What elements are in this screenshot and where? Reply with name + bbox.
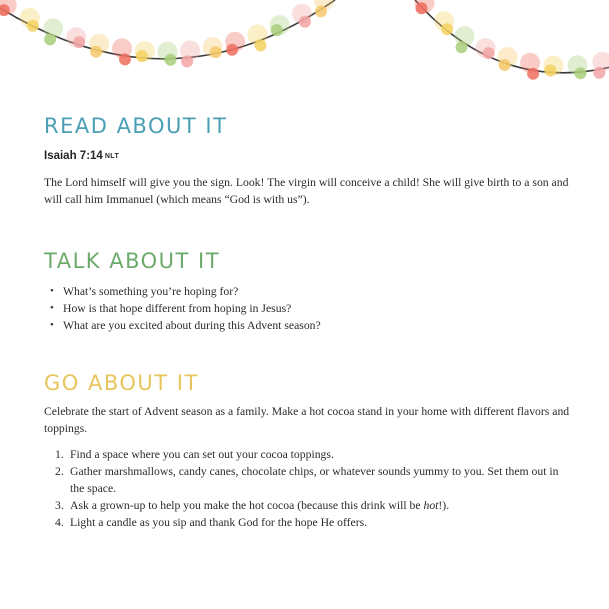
light-bulb-icon bbox=[568, 55, 588, 79]
activity-step bbox=[44, 497, 559, 514]
read-about-it-heading: READ ABOUT IT bbox=[44, 114, 228, 138]
step-emphasis: hot bbox=[423, 499, 439, 512]
activity-step bbox=[44, 446, 559, 463]
light-bulb-icon bbox=[158, 42, 178, 66]
discussion-question: • What’s something you’re hoping for? bbox=[44, 283, 564, 300]
activity-intro: Celebrate the start of Advent season as a family. Make a hot cocoa stand in your home with different flavors and toppings. bbox=[44, 405, 570, 435]
bible-version: NLT bbox=[104, 153, 120, 160]
light-bulb-icon bbox=[434, 11, 454, 35]
light-bulb-icon bbox=[476, 38, 496, 59]
discussion-questions bbox=[44, 283, 564, 334]
step-number: 2. bbox=[55, 465, 64, 478]
light-bulb-icon bbox=[0, 0, 17, 16]
go-about-it-heading: GO ABOUT IT bbox=[44, 371, 199, 395]
light-bulb-icon bbox=[248, 24, 268, 51]
light-bulb-icon bbox=[314, 0, 334, 17]
string-lights-decoration bbox=[0, 0, 609, 95]
activity-step bbox=[44, 463, 559, 497]
step-text: Gather marshmallows, candy canes, chocolate chips, or whatever sounds yummy to you. Set them out in the space. bbox=[70, 465, 559, 495]
scripture-verse: The Lord himself will give you the sign. Look! The virgin will conceive a child! She will give birth to a son and will call him Immanuel (which means “God is with us”). bbox=[44, 176, 569, 206]
light-bulb-icon bbox=[112, 38, 132, 65]
light-bulb-icon bbox=[455, 26, 475, 53]
light-bulb-icon bbox=[415, 0, 435, 14]
step-text: Ask a grown-up to help you make the hot cocoa (because this drink will be bbox=[70, 499, 424, 512]
step-text: Light a candle as you sip and thank God for the hope He offers. bbox=[70, 516, 368, 529]
activity-steps bbox=[44, 446, 559, 531]
activity-step bbox=[44, 514, 559, 531]
step-number: 4. bbox=[55, 516, 64, 529]
scripture-reference bbox=[44, 150, 119, 162]
discussion-question: • How is that hope different from hoping in Jesus? bbox=[44, 300, 564, 317]
step-number: 3. bbox=[55, 499, 64, 512]
light-bulb-icon bbox=[20, 8, 40, 32]
light-bulb-icon bbox=[270, 15, 290, 36]
light-bulb-icon bbox=[520, 53, 540, 80]
scripture-reference-text: Isaiah 7:14 bbox=[44, 150, 103, 162]
light-bulb-icon bbox=[43, 18, 63, 45]
light-bulb-icon bbox=[180, 40, 200, 67]
step-text: Find a space where you can set out your cocoa toppings. bbox=[70, 448, 334, 461]
light-bulb-icon bbox=[225, 32, 245, 56]
light-bulb-icon bbox=[66, 27, 86, 48]
step-number: 1. bbox=[55, 448, 64, 461]
light-bulb-icon bbox=[89, 34, 109, 58]
step-text-end: !). bbox=[438, 499, 450, 512]
talk-about-it-heading: TALK ABOUT IT bbox=[44, 249, 221, 273]
discussion-question: • What are you excited about during this Advent season? bbox=[44, 317, 564, 334]
light-bulb-icon bbox=[498, 47, 518, 71]
light-bulb-icon bbox=[592, 52, 609, 79]
